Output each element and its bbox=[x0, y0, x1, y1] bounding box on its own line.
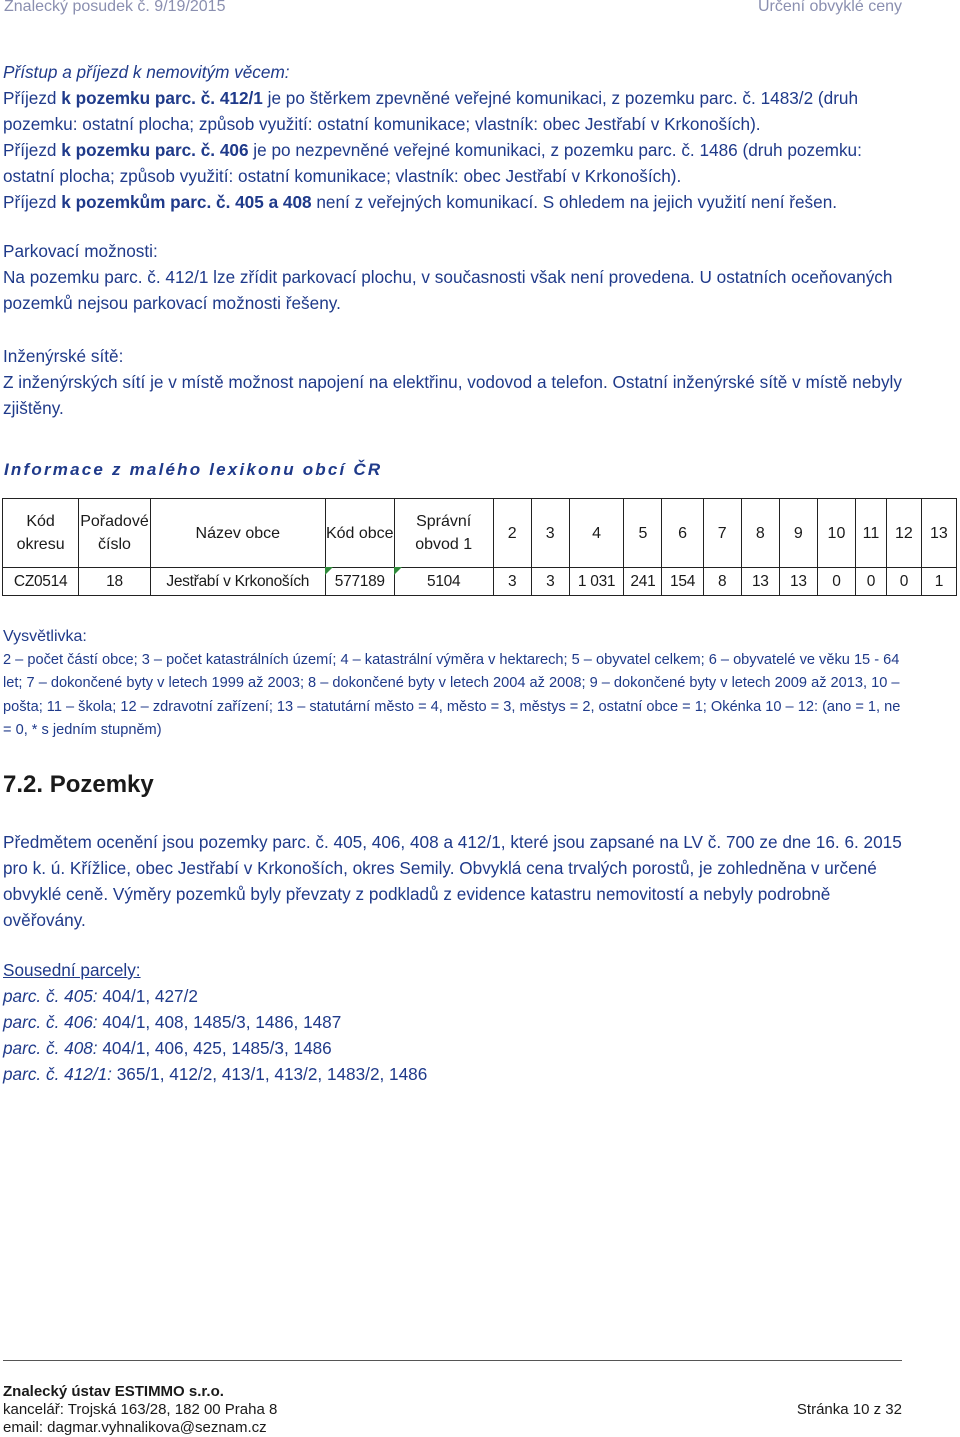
section-heading bbox=[3, 771, 154, 799]
comment-marker-icon bbox=[394, 567, 402, 575]
table-cell: 0 bbox=[817, 568, 855, 596]
utilities-label: Inženýrské sítě: bbox=[3, 346, 124, 366]
parking-section bbox=[3, 238, 903, 316]
table-cell: 154 bbox=[662, 568, 703, 596]
list-item: parc. č. 412/1: 365/1, 412/2, 413/1, 413/2, 1483/2, 1486 bbox=[3, 1064, 428, 1084]
header-cell: 8 bbox=[741, 499, 779, 568]
document-title: Znalecký posudek č. 9/19/2015 bbox=[4, 0, 226, 15]
legend-text: 2 – počet částí obce; 3 – počet katastrálních území; 4 – katastrální výměra v hektarech; 5 – obyvatel celkem; 6 – obyvatelé ve věku 15 - 64 let; 7 – dokončené byty v letech 1999 až 2003; 8 – dokončené byty v letech 2004 až 2008; 9 – dokončené byty v letech 2009 až 2013, 10 – pošta; 11 – škola; 12 – zdravotní zařízení; 13 – statutární město = 4, město = 3, městys = 2, ostatní obce = 1; Okénka 10 – 12: (ano = 1, ne = 0, * s jedním stupněm) bbox=[3, 651, 901, 738]
utilities-section bbox=[3, 343, 903, 421]
table-cell: 3 bbox=[531, 568, 569, 596]
table-cell: 1 bbox=[921, 568, 956, 596]
header-cell: 13 bbox=[921, 499, 956, 568]
legend-section bbox=[3, 625, 903, 743]
table-cell: 3 bbox=[493, 568, 531, 596]
header-cell: 9 bbox=[779, 499, 817, 568]
neighbors-section bbox=[3, 957, 903, 1087]
table-cell: 1 031 bbox=[569, 568, 624, 596]
access-paragraph-2: Příjezd k pozemku parc. č. 406 je po nezpevněné veřejné komunikaci, z pozemku parc. č. 1486 (druh pozemku: ostatní plocha; způsob využití: ostatní komunikace; vlastník: obec Jestřabí v Krkonoších). bbox=[3, 140, 862, 186]
table-cell: 13 bbox=[779, 568, 817, 596]
section-title: Určení obvyklé ceny bbox=[757, 0, 902, 15]
header-cell: Správní obvod 1 bbox=[394, 499, 493, 568]
header-cell: Kód okresu bbox=[3, 499, 79, 568]
access-paragraph-1: Příjezd k pozemku parc. č. 412/1 je po štěrkem zpevněné veřejné komunikaci, z pozemku parc. č. 1483/2 (druh pozemku: ostatní plocha; způsob využití: ostatní komunikace; vlastník: obec Jestřabí v Krkonoších). bbox=[3, 88, 859, 134]
header-cell: 11 bbox=[856, 499, 887, 568]
header-cell: 10 bbox=[817, 499, 855, 568]
header-cell: 5 bbox=[624, 499, 662, 568]
neighbors-label: Sousední parcely: bbox=[3, 960, 141, 980]
footer-company: Znalecký ústav ESTIMMO s.r.o. bbox=[3, 1383, 224, 1400]
table-cell: 8 bbox=[703, 568, 741, 596]
header-cell: 3 bbox=[531, 499, 569, 568]
utilities-text: Z inženýrských sítí je v místě možnost napojení na elektřinu, vodovod a telefon. Ostatní inženýrské sítě v místě nebyly zjištěny. bbox=[3, 372, 902, 418]
parking-text: Na pozemku parc. č. 412/1 lze zřídit parkovací plochu, v současnosti však není provedena. U ostatních oceňovaných pozemků nejsou parkovací možnosti řešeny. bbox=[3, 267, 893, 313]
table-cell: 5104 bbox=[394, 568, 493, 596]
lexicon-title: Informace z malého lexikonu obcí ČR bbox=[4, 460, 383, 479]
page-header bbox=[4, 0, 902, 16]
table-cell: CZ0514 bbox=[3, 568, 79, 596]
comment-marker-icon bbox=[325, 567, 333, 575]
footer-divider bbox=[3, 1360, 902, 1361]
access-section bbox=[3, 59, 903, 215]
legend-label: Vysvětlivka: bbox=[3, 628, 87, 645]
section-text: Předmětem ocenění jsou pozemky parc. č. 405, 406, 408 a 412/1, které jsou zapsané na LV č. 700 ze dne 16. 6. 2015 pro k. ú. Křížlice, obec Jestřabí v Krkonoších, okres Semily. Obvyklá cena trvalých porostů, je zohledněna v určené obvyklé ceně. Výměry pozemků byly převzaty z podkladů z evidence katastru nemovitostí a nebyly podrobně ověřovány. bbox=[3, 832, 902, 930]
page-number: Stránka 10 z 32 bbox=[796, 1401, 902, 1418]
header-cell: 12 bbox=[886, 499, 921, 568]
list-item: parc. č. 405: 404/1, 427/2 bbox=[3, 986, 198, 1006]
section-paragraph bbox=[3, 829, 903, 933]
lexicon-table bbox=[2, 498, 957, 596]
table-cell: 0 bbox=[856, 568, 887, 596]
header-cell: Pořadové číslo bbox=[79, 499, 151, 568]
section-title-text: Pozemky bbox=[49, 771, 154, 798]
table-row bbox=[3, 568, 957, 596]
header-cell: 2 bbox=[493, 499, 531, 568]
table-cell: Jestřabí v Krkonoších bbox=[150, 568, 325, 596]
table-header-row bbox=[3, 499, 957, 568]
access-label: Přístup a příjezd k nemovitým věcem: bbox=[3, 62, 290, 82]
section-number: 7.2. bbox=[3, 771, 44, 798]
header-cell: Název obce bbox=[150, 499, 325, 568]
table-cell: 577189 bbox=[325, 568, 394, 596]
access-paragraph-3: Příjezd k pozemkům parc. č. 405 a 408 není z veřejných komunikací. S ohledem na jejich využití není řešen. bbox=[3, 192, 838, 212]
header-cell: Kód obce bbox=[325, 499, 394, 568]
footer-email: email: dagmar.vyhnalikova@seznam.cz bbox=[3, 1419, 267, 1436]
table-cell: 13 bbox=[741, 568, 779, 596]
table-cell: 0 bbox=[886, 568, 921, 596]
list-item: parc. č. 408: 404/1, 406, 425, 1485/3, 1486 bbox=[3, 1038, 332, 1058]
header-cell: 4 bbox=[569, 499, 624, 568]
table-cell: 241 bbox=[624, 568, 662, 596]
parking-label: Parkovací možnosti: bbox=[3, 241, 158, 261]
header-cell: 7 bbox=[703, 499, 741, 568]
page-footer bbox=[3, 1383, 902, 1437]
list-item: parc. č. 406: 404/1, 408, 1485/3, 1486, 1487 bbox=[3, 1012, 342, 1032]
header-cell: 6 bbox=[662, 499, 703, 568]
footer-office: kancelář: Trojská 163/28, 182 00 Praha 8 bbox=[3, 1401, 278, 1418]
table-cell: 18 bbox=[79, 568, 151, 596]
